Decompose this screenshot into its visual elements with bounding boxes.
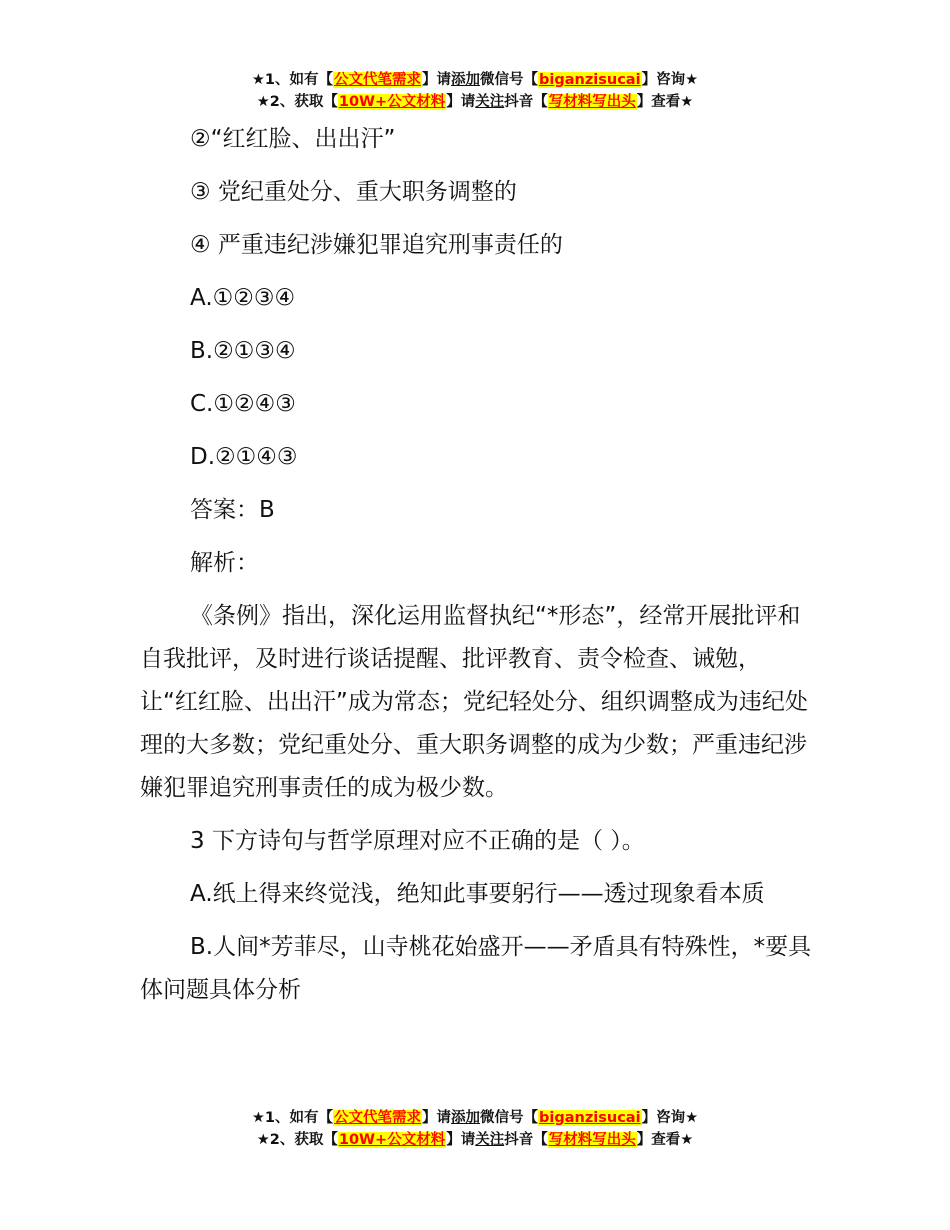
- highlight-materials: 10W+公文材料: [338, 1132, 446, 1148]
- highlight-ghostwriting: 公文代笔需求: [334, 72, 422, 88]
- answer: 答案：B: [190, 497, 275, 523]
- highlight-douyin-account: 写材料写出头: [548, 94, 636, 110]
- option-c: C.①②④③: [190, 391, 296, 417]
- header-banner-line-1: ★1、如有【公文代笔需求】请添加微信号【biganzisucai】咨询★: [251, 72, 699, 88]
- option-a: A.①②③④: [190, 285, 296, 311]
- highlight-wechat-id: biganzisucai: [539, 72, 641, 88]
- highlight-douyin-account: 写材料写出头: [548, 1132, 636, 1148]
- header-banner: [0, 69, 950, 113]
- footer-banner-line-1: ★1、如有【公文代笔需求】请添加微信号【biganzisucai】咨询★: [251, 1110, 699, 1126]
- highlight-materials: 10W+公文材料: [338, 94, 446, 110]
- footer-banner: [0, 1107, 950, 1151]
- analysis-paragraph: 《条例》指出，深化运用监督执纪“*形态”，经常开展批评和自我批评，及时进行谈话提醒、批评教育、责令检查、诫勉，让“红红脸、出出汗”成为常态；党纪轻处分、组织调整成为违纪处理的大多数；党纪重处分、重大职务调整的成为少数；严重违纪涉嫌犯罪追究刑事责任的成为极少数。: [140, 603, 808, 801]
- footer-banner-line-2: ★2、获取【10W+公文材料】请关注抖音【写材料写出头】查看★: [256, 1132, 694, 1148]
- question-3: 3 下方诗句与哲学原理对应不正确的是（ ）。: [190, 828, 645, 854]
- document-body: [140, 118, 812, 1012]
- choice-item-2: ②“红红脸、出出汗”: [190, 126, 396, 152]
- option-d: D.②①④③: [190, 444, 298, 470]
- highlight-wechat-id: biganzisucai: [539, 1110, 641, 1126]
- choice-item-3: ③ 党纪重处分、重大职务调整的: [190, 179, 517, 205]
- question-3-option-b: B.人间*芳菲尽，山寺桃花始盛开——矛盾具有特殊性，*要具体问题具体分析: [140, 934, 812, 1003]
- option-b: B.②①③④: [190, 338, 296, 364]
- analysis-label: 解析：: [190, 550, 259, 576]
- highlight-ghostwriting: 公文代笔需求: [334, 1110, 422, 1126]
- header-banner-line-2: ★2、获取【10W+公文材料】请关注抖音【写材料写出头】查看★: [256, 94, 694, 110]
- choice-item-4: ④ 严重违纪涉嫌犯罪追究刑事责任的: [190, 232, 563, 258]
- question-3-option-a: A.纸上得来终觉浅，绝知此事要躬行——透过现象看本质: [190, 881, 765, 907]
